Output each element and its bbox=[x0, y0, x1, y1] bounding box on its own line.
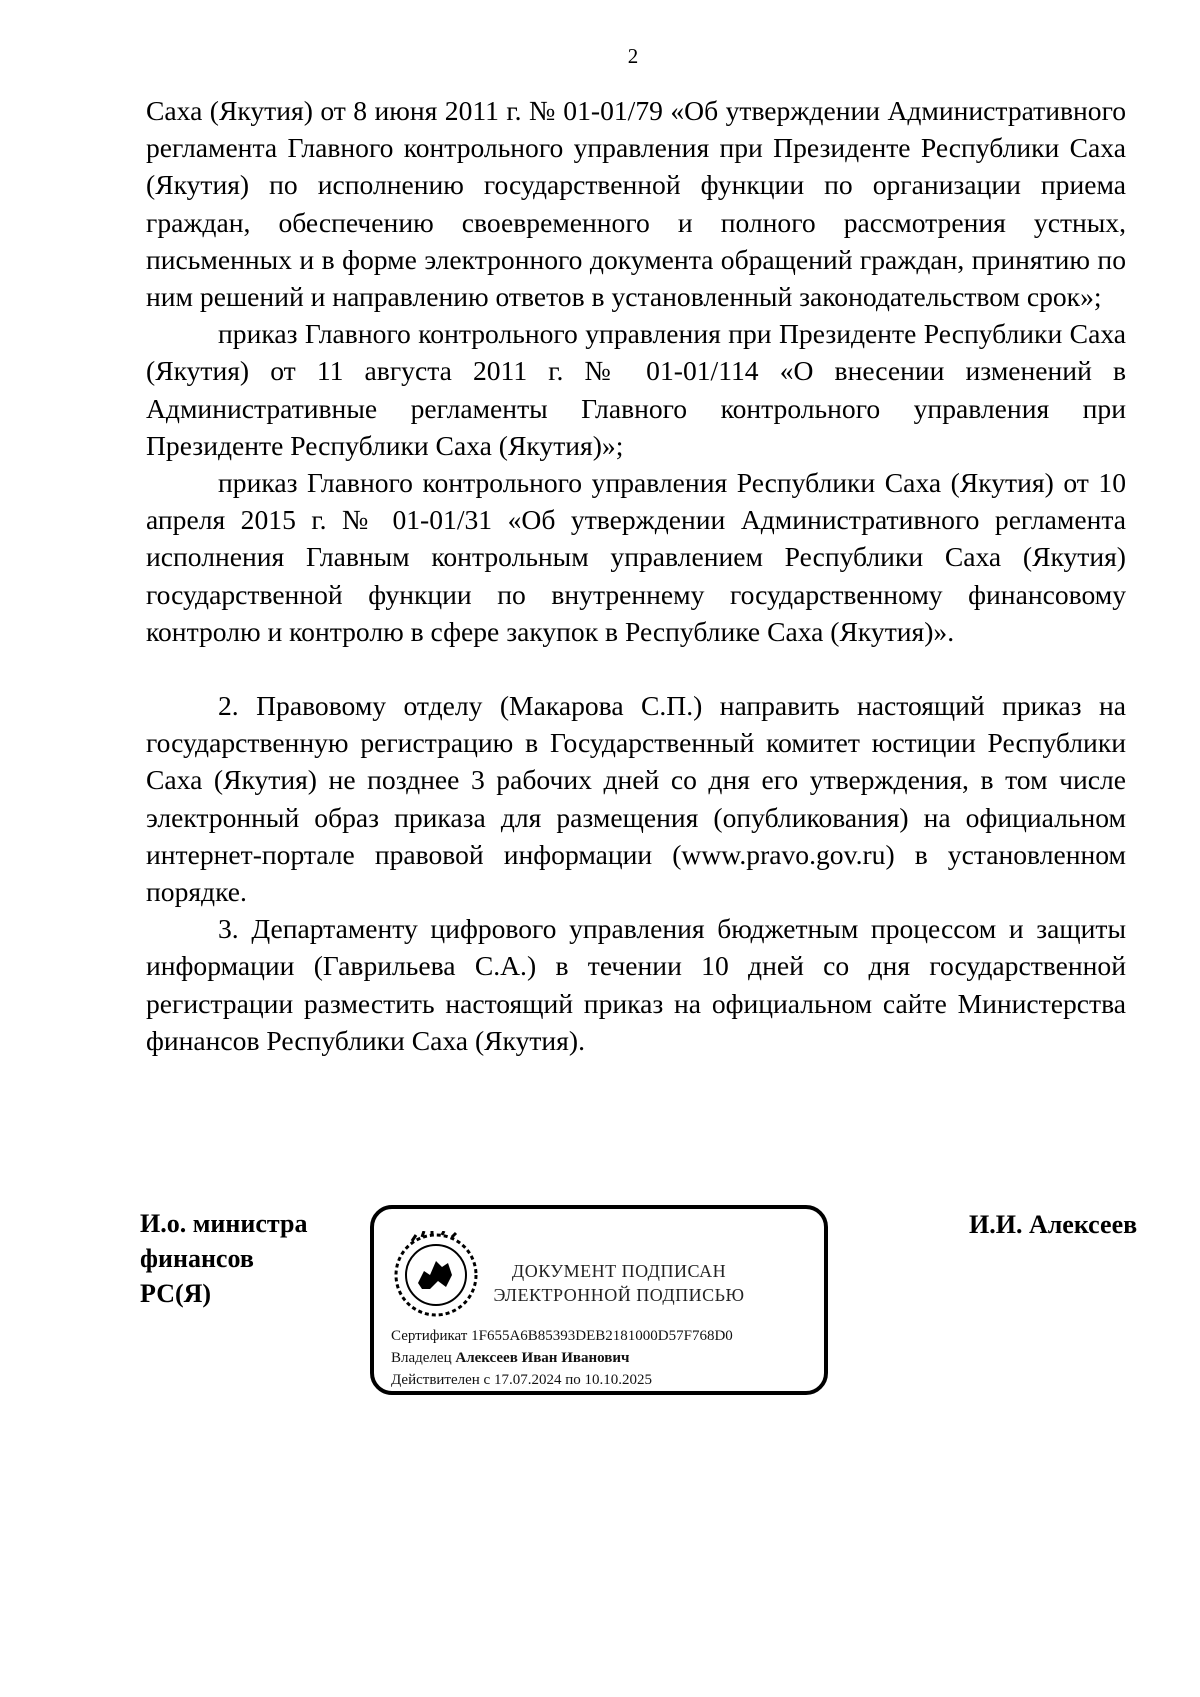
paragraph-5: 3. Департаменту цифрового управления бюджетным процессом и защиты информации (Гаврильева С.А.) в течении 10 дней со дня государственной регистрации разместить настоящий приказ на официальном сайте Министерства финансов Республики Саха (Якутия). bbox=[146, 913, 1126, 1056]
signatory-title-line-2: финансов bbox=[140, 1244, 254, 1273]
paragraph-gap bbox=[146, 650, 1126, 687]
stamp-heading-line-2: ЭЛЕКТРОННОЙ ПОДПИСЬЮ bbox=[493, 1285, 745, 1305]
electronic-signature-stamp bbox=[370, 1205, 828, 1395]
certificate-value: 1F655A6B85393DEB2181000D57F768D0 bbox=[471, 1328, 733, 1344]
valid-from: 17.07.2024 bbox=[493, 1372, 562, 1388]
signatory-title-line-1: И.о. министра bbox=[140, 1209, 308, 1238]
paragraph-3: приказ Главного контрольного управления Республики Саха (Якутия) от 10 апреля 2015 г. № 01-01/31 «Об утверждении Административного регламента исполнения Главным контрольным управлением Республики Саха (Якутия) государственной функции по внутреннему государственному финансовому контролю и контролю в сфере закупок в Республике Саха (Якутия)». bbox=[146, 467, 1126, 647]
stamp-certificate bbox=[391, 1326, 733, 1346]
owner-value: Алексеев Иван Иванович bbox=[455, 1350, 630, 1366]
paragraph-2: приказ Главного контрольного управления при Президенте Республики Саха (Якутия) от 11 августа 2011 г. № 01-01/114 «О внесении изменений в Административные регламенты Главного контрольного управления при Президенте Республики Саха (Якутия)»; bbox=[146, 318, 1126, 461]
stamp-heading-line-1: ДОКУМЕНТ ПОДПИСАН bbox=[511, 1261, 727, 1281]
document-body bbox=[146, 92, 1126, 1059]
valid-to: 10.10.2025 bbox=[584, 1372, 652, 1388]
signatory-name: И.И. Алексеев bbox=[969, 1210, 1138, 1239]
sakha-coat-of-arms-icon bbox=[392, 1231, 480, 1319]
signatory-title-line-3: РС(Я) bbox=[140, 1279, 212, 1308]
paragraph-1: Саха (Якутия) от 8 июня 2011 г. № 01-01/79 «Об утверждении Административного регламента Главного контрольного управления при Президенте Республики Саха (Якутия) по исполнению государственной функции по организации приема граждан, обеспечению своевременного и полного рассмотрения устных, письменных и в форме электронного документа обращений граждан, принятию по ним решений и направлению ответов в установленный законодательством срок»; bbox=[146, 95, 1126, 313]
certificate-label: Сертификат bbox=[391, 1328, 468, 1344]
stamp-validity bbox=[391, 1370, 652, 1390]
owner-label: Владелец bbox=[391, 1350, 452, 1366]
signatory-title bbox=[140, 1206, 340, 1311]
paragraph-4: 2. Правовому отделу (Макарова С.П.) направить настоящий приказ на государственную регистрацию в Государственный комитет юстиции Республики Саха (Якутия) не позднее 3 рабочих дней со дня его утверждения, в том числе электронный образ приказа для размещения (опубликования) на официальном интернет-портале правовой информации (www.pravo.gov.ru) в установленном порядке. bbox=[146, 690, 1126, 908]
stamp-heading bbox=[484, 1259, 754, 1307]
stamp-owner bbox=[391, 1348, 629, 1368]
page-number: 2 bbox=[627, 44, 639, 68]
valid-to-label: по bbox=[565, 1372, 581, 1388]
valid-label: Действителен с bbox=[391, 1372, 491, 1388]
